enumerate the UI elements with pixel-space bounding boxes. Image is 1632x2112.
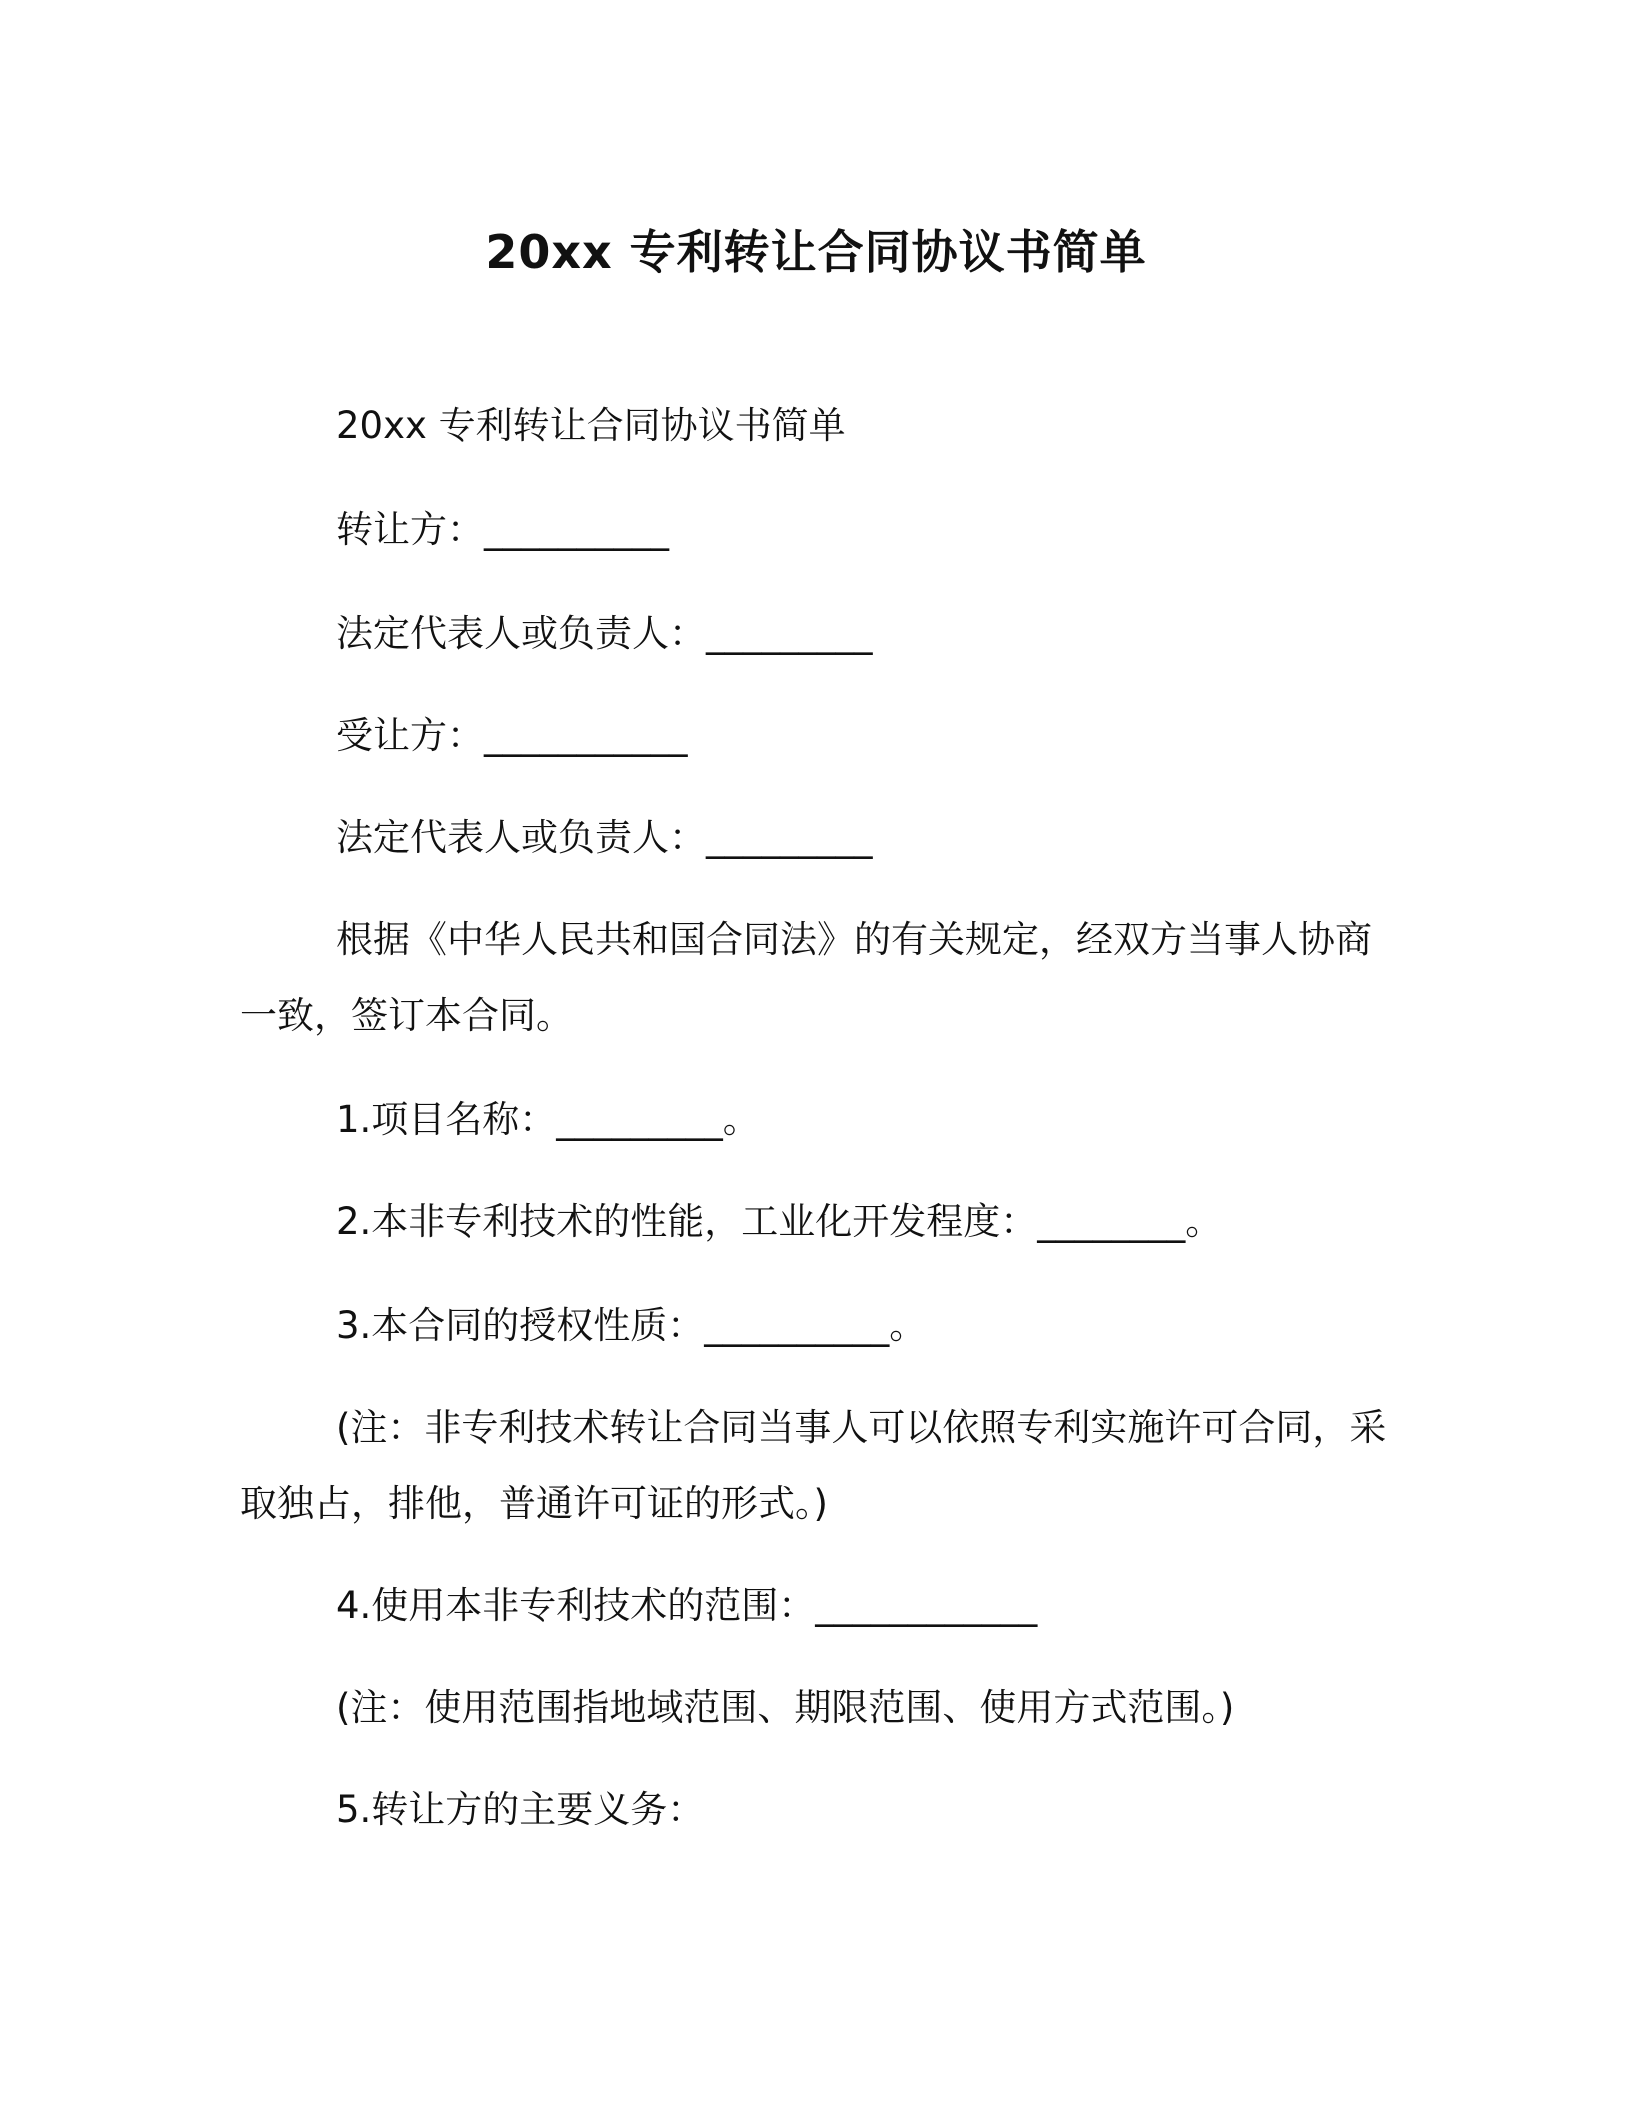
clause-3-authorization: 3.本合同的授权性质：__________。 xyxy=(336,1304,927,1347)
transferee-representative-field: 法定代表人或负责人：_________ xyxy=(336,816,873,859)
clause-2-performance: 2.本非专利技术的性能，工业化开发程度：________。 xyxy=(336,1200,1223,1243)
clause-5-obligations: 5.转让方的主要义务： xyxy=(336,1788,705,1831)
note-authorization-forms: (注：非专利技术转让合同当事人可以依照专利实施许可合同，采取独占，排他，普通许可证的形式。) xyxy=(240,1406,1387,1525)
transferor-field: 转让方：__________ xyxy=(336,508,669,551)
clause-1-project-name: 1.项目名称：_________。 xyxy=(336,1098,760,1141)
preamble-paragraph: 根据《中华人民共和国合同法》的有关规定，经双方当事人协商一致，签订本合同。 xyxy=(240,918,1372,1037)
note-scope: (注：使用范围指地域范围、期限范围、使用方式范围。) xyxy=(336,1686,1235,1729)
transferor-representative-field: 法定代表人或负责人：_________ xyxy=(336,612,873,655)
transferee-field: 受让方：___________ xyxy=(336,714,688,757)
document-title: 20xx 专利转让合同协议书简单 xyxy=(485,225,1147,279)
clause-4-scope: 4.使用本非专利技术的范围：____________ xyxy=(336,1584,1038,1627)
subtitle-paragraph: 20xx 专利转让合同协议书简单 xyxy=(336,404,846,447)
